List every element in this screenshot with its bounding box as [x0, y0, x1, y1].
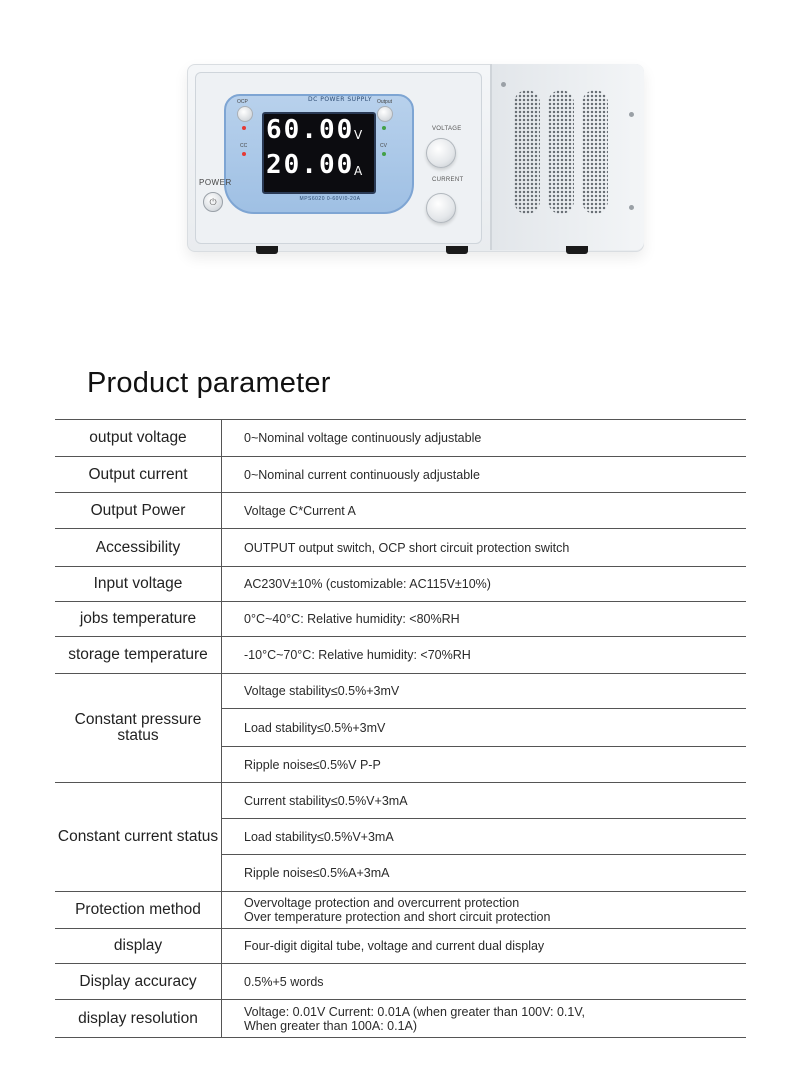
ocp-button[interactable] [237, 106, 253, 122]
voltage-knob-label: VOLTAGE [432, 126, 462, 132]
output-led-icon [382, 126, 386, 130]
brand-text: DC POWER SUPPLY [307, 96, 372, 103]
cv-led-icon [382, 152, 386, 156]
table-row [55, 674, 746, 709]
row-value: Load stability≤0.5%+3mV [222, 709, 747, 747]
table-row [55, 783, 746, 819]
power-button[interactable] [203, 192, 223, 212]
row-label: Output Power [55, 493, 222, 529]
table-row [55, 529, 746, 567]
row-value [222, 892, 747, 929]
table-row [55, 637, 746, 674]
screw-icon [629, 205, 634, 210]
power-icon: ⏻ [209, 196, 217, 207]
row-value-line: Voltage: 0.01V Current: 0.01A (when greater than 100V: 0.1V, [244, 1004, 585, 1019]
device-foot [566, 246, 588, 254]
row-value-line: Over temperature protection and short circuit protection [244, 910, 551, 924]
table-row [55, 602, 746, 637]
cc-label: CC [240, 143, 248, 149]
voltage-unit: V [354, 128, 363, 142]
row-label: jobs temperature [55, 602, 222, 637]
table-row [55, 929, 746, 964]
table-row [55, 493, 746, 529]
current-unit: A [354, 164, 363, 178]
row-value: Voltage stability≤0.5%+3mV [222, 674, 747, 709]
row-label: Constant pressure status [55, 674, 222, 783]
table-row [55, 567, 746, 602]
table-row [55, 420, 746, 457]
power-label: POWER [199, 178, 232, 187]
row-value: 0~Nominal voltage continuously adjustable [222, 420, 747, 457]
row-label: Accessibility [55, 529, 222, 567]
screw-icon [629, 112, 634, 117]
row-label: output voltage [55, 420, 222, 457]
row-value: Four-digit digital tube, voltage and current dual display [222, 929, 747, 964]
current-knob[interactable] [426, 193, 456, 223]
vent-grille [514, 90, 540, 214]
power-supply-image [0, 0, 800, 300]
row-value: AC230V±10% (customizable: AC115V±10%) [222, 567, 747, 602]
page-title: Product parameter [87, 367, 331, 399]
row-value: Current stability≤0.5%V+3mA [222, 783, 747, 819]
cc-led-icon [242, 152, 246, 156]
output-button[interactable] [377, 106, 393, 122]
ocp-label: OCP [237, 99, 248, 105]
row-value [222, 1000, 747, 1038]
row-value: Voltage C*Current A [222, 493, 747, 529]
row-value-line: Overvoltage protection and overcurrent protection [244, 896, 520, 910]
row-value: Ripple noise≤0.5%A+3mA [222, 855, 747, 892]
row-label: Input voltage [55, 567, 222, 602]
table-row [55, 892, 746, 929]
voltage-readout: 60.00 [266, 115, 355, 145]
vent-grille [582, 90, 608, 214]
device-foot [446, 246, 468, 254]
row-label: Display accuracy [55, 964, 222, 1000]
device-foot [256, 246, 278, 254]
row-value: Ripple noise≤0.5%V P-P [222, 747, 747, 783]
row-label: display resolution [55, 1000, 222, 1038]
row-value: 0~Nominal current continuously adjustable [222, 457, 747, 493]
table-row [55, 1000, 746, 1038]
vent-grille [548, 90, 574, 214]
ocp-led-icon [242, 126, 246, 130]
parameter-table [55, 419, 746, 1038]
row-label: Output current [55, 457, 222, 493]
table-row [55, 964, 746, 1000]
model-text: MPS6020 0-60V/0-20A [299, 196, 361, 202]
row-value: OUTPUT output switch, OCP short circuit protection switch [222, 529, 747, 567]
row-label: Protection method [55, 892, 222, 929]
row-value: -10°C~70°C: Relative humidity: <70%RH [222, 637, 747, 674]
screw-icon [501, 82, 506, 87]
row-label: storage temperature [55, 637, 222, 674]
row-value-line: When greater than 100A: 0.1A) [244, 1018, 418, 1033]
row-value: 0.5%+5 words [222, 964, 747, 1000]
cv-label: CV [380, 143, 387, 149]
row-label: Constant current status [55, 783, 222, 892]
row-value: Load stability≤0.5%V+3mA [222, 819, 747, 855]
row-value: 0°C~40°C: Relative humidity: <80%RH [222, 602, 747, 637]
voltage-knob[interactable] [426, 138, 456, 168]
current-readout: 20.00 [266, 150, 355, 180]
table-row [55, 457, 746, 493]
current-knob-label: CURRENT [432, 177, 464, 183]
output-label: Output [377, 99, 393, 105]
row-label: display [55, 929, 222, 964]
